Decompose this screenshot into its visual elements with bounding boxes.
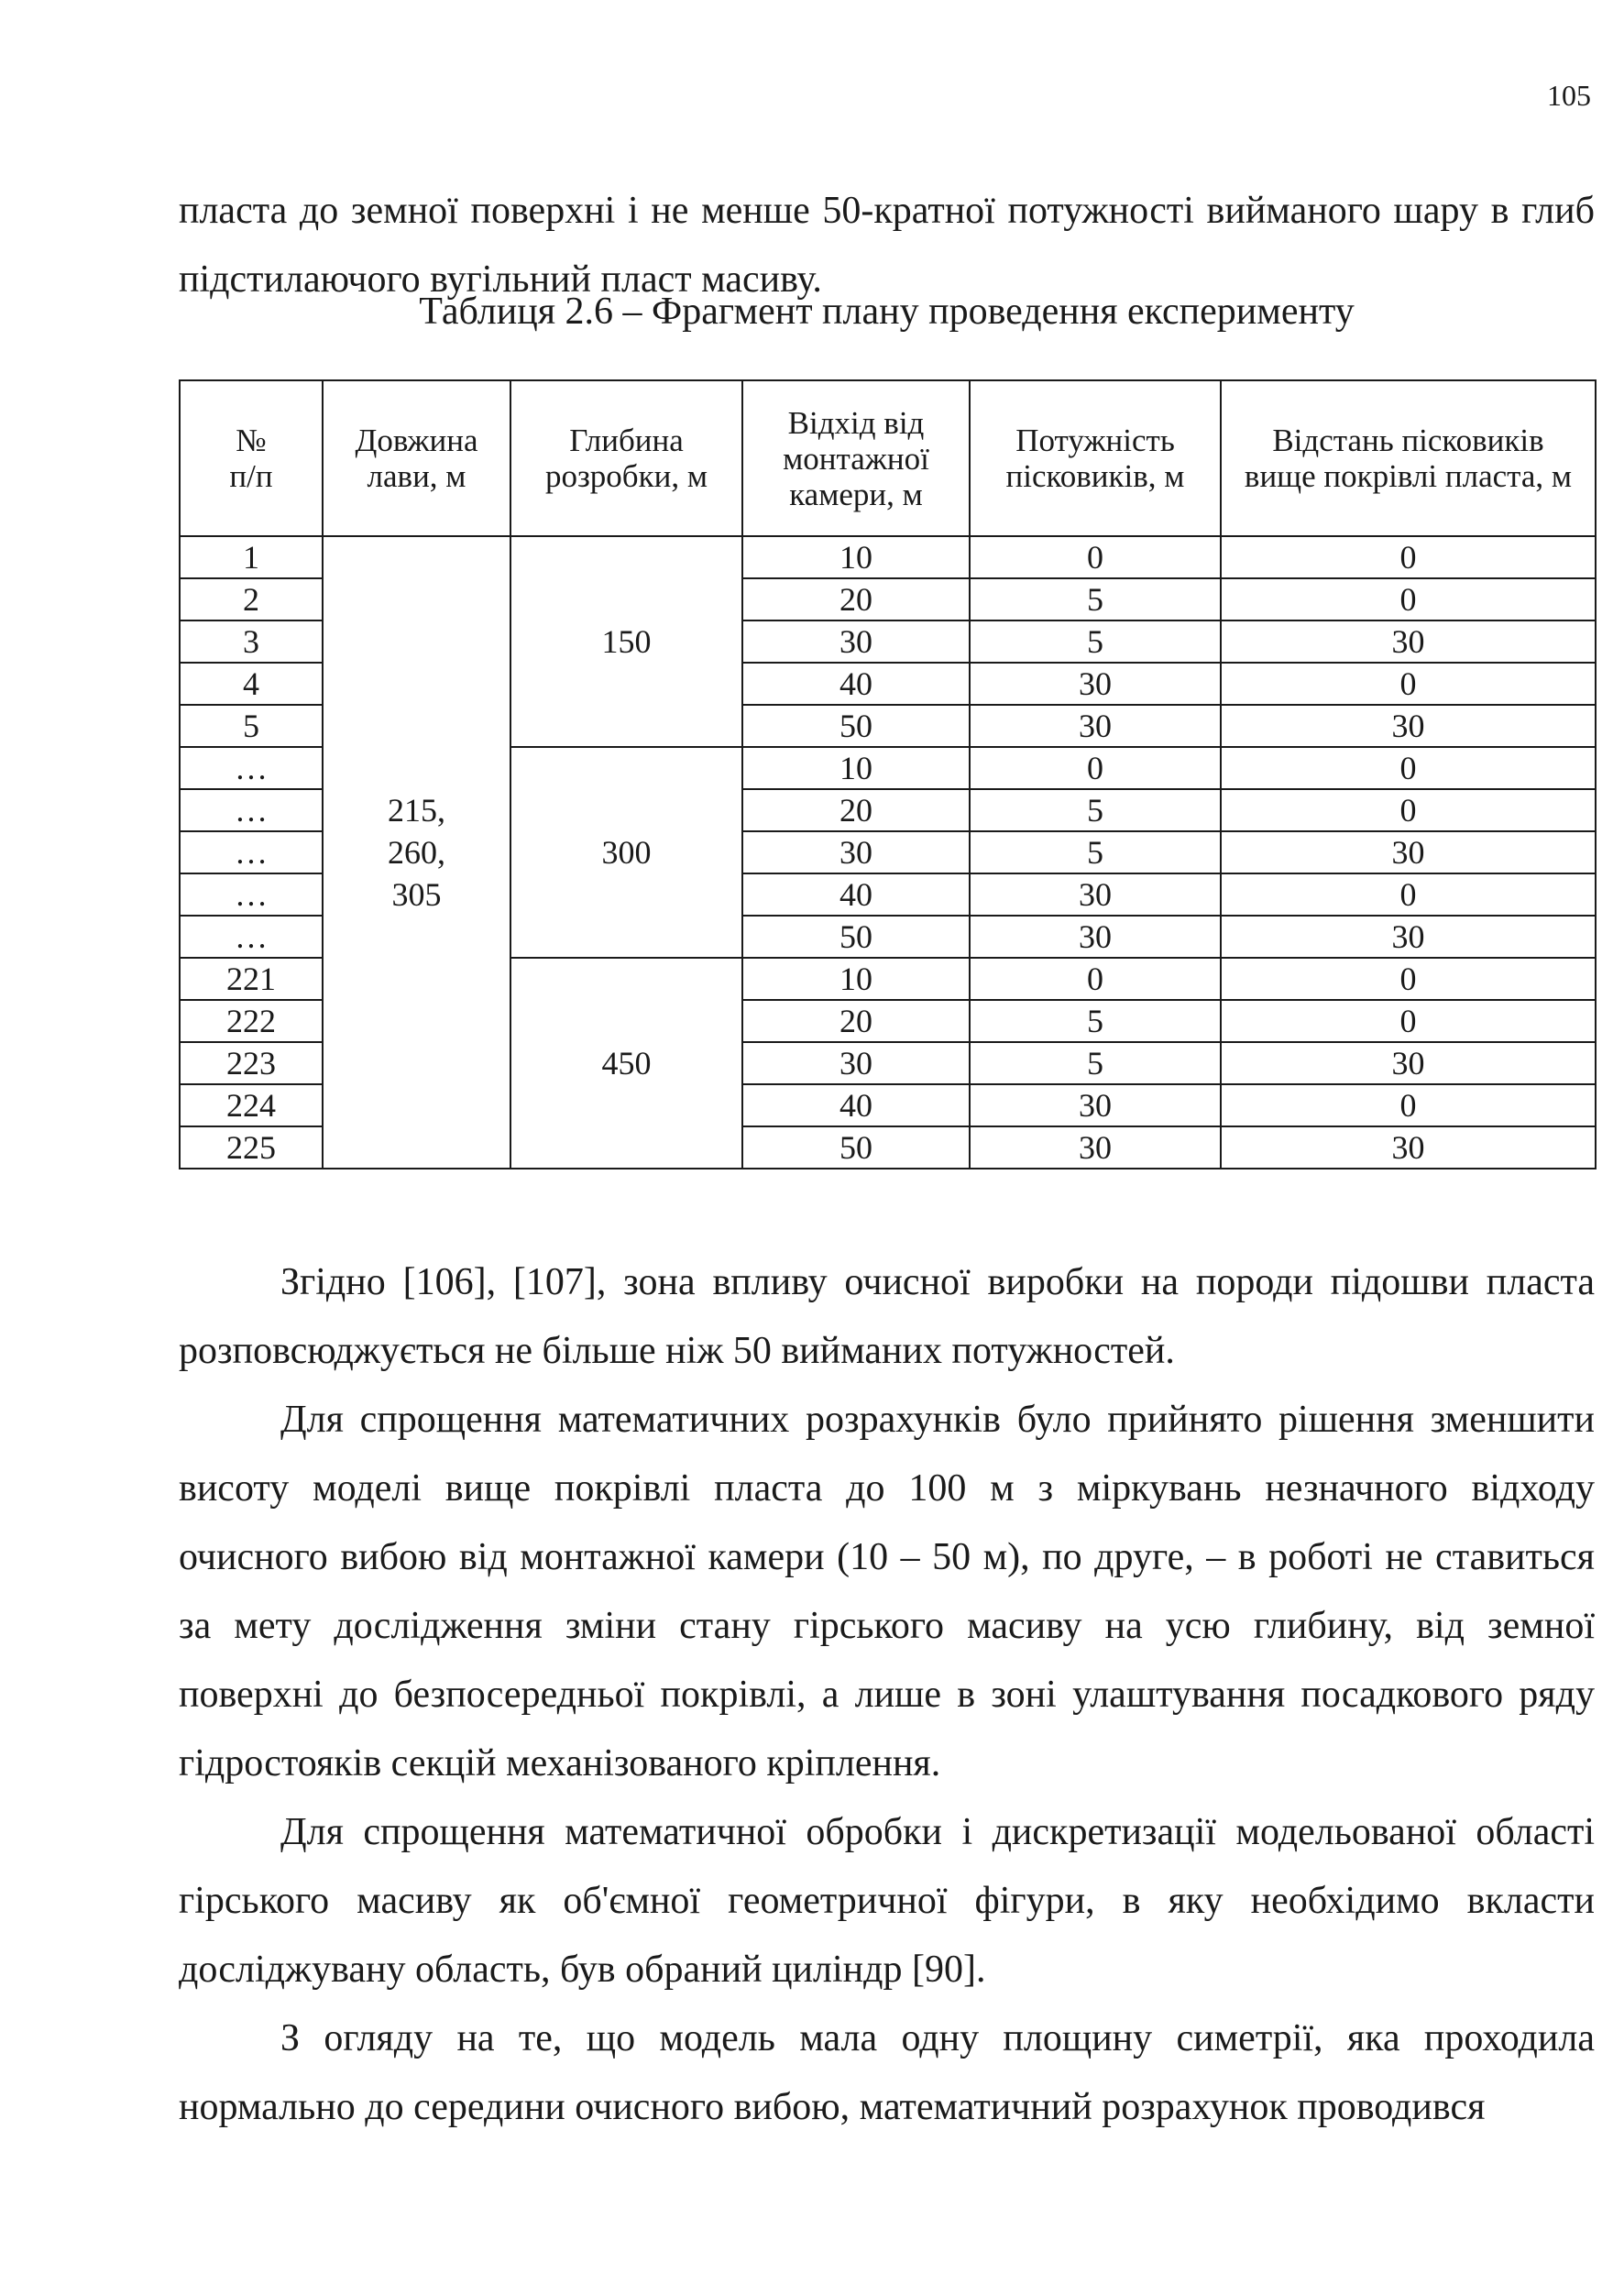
- cell-number: …: [180, 789, 323, 831]
- cell-distance: 0: [1221, 1084, 1596, 1126]
- cell-number: 4: [180, 663, 323, 705]
- cell-thickness: 5: [970, 620, 1221, 663]
- cell-face-length: 215, 260, 305: [323, 536, 510, 1169]
- header-face-length: Довжина лави, м: [323, 380, 510, 536]
- cell-number: …: [180, 873, 323, 916]
- cell-distance: 30: [1221, 1126, 1596, 1169]
- table-row: [180, 536, 1596, 578]
- header-offset-from-chamber: Відхід від монтажної камери, м: [742, 380, 970, 536]
- cell-offset: 30: [742, 831, 970, 873]
- cell-offset: 40: [742, 873, 970, 916]
- cell-distance: 0: [1221, 747, 1596, 789]
- cell-distance: 30: [1221, 831, 1596, 873]
- cell-number: 222: [180, 1000, 323, 1042]
- cell-distance: 0: [1221, 958, 1596, 1000]
- cell-thickness: 5: [970, 578, 1221, 620]
- cell-thickness: 5: [970, 831, 1221, 873]
- cell-offset: 50: [742, 1126, 970, 1169]
- cell-offset: 30: [742, 1042, 970, 1084]
- cell-offset: 50: [742, 705, 970, 747]
- cell-distance: 0: [1221, 536, 1596, 578]
- cell-distance: 30: [1221, 916, 1596, 958]
- header-sandstone-thickness: Потужність пісковиків, м: [970, 380, 1221, 536]
- cell-distance: 30: [1221, 620, 1596, 663]
- cell-number: 223: [180, 1042, 323, 1084]
- table-header-row: [180, 380, 1596, 536]
- header-mining-depth: Глибина розробки, м: [510, 380, 742, 536]
- cell-thickness: 0: [970, 536, 1221, 578]
- page-number: 105: [1547, 79, 1591, 112]
- table-caption: Таблиця 2.6 – Фрагмент плану проведення експерименту: [419, 291, 1355, 333]
- cell-offset: 10: [742, 536, 970, 578]
- cell-thickness: 0: [970, 747, 1221, 789]
- cell-distance: 0: [1221, 663, 1596, 705]
- cell-distance: 0: [1221, 578, 1596, 620]
- paragraph-4: Для спрощення математичної обробки і дискретизації модельованої області гірського масиву як об'ємної геометричної фігури, в яку необхідимо вкласти досліджувану область, був обраний циліндр [90].: [179, 1811, 1595, 1991]
- paragraph-2: Згідно [106], [107], зона впливу очисної виробки на породи підошви пласта розповсюджується не більше ніж 50 вийманих потужностей.: [179, 1261, 1595, 1372]
- cell-offset: 40: [742, 1084, 970, 1126]
- cell-number: 224: [180, 1084, 323, 1126]
- cell-thickness: 30: [970, 705, 1221, 747]
- cell-offset: 10: [742, 958, 970, 1000]
- cell-thickness: 30: [970, 1126, 1221, 1169]
- cell-distance: 30: [1221, 1042, 1596, 1084]
- cell-number: 2: [180, 578, 323, 620]
- cell-distance: 30: [1221, 705, 1596, 747]
- cell-number: …: [180, 831, 323, 873]
- cell-offset: 20: [742, 789, 970, 831]
- cell-thickness: 5: [970, 789, 1221, 831]
- paragraph-3: Для спрощення математичних розрахунків було прийнято рішення зменшити висоту моделі вище покрівлі пласта до 100 м з міркувань незначного відходу очисного вибою від монтажної камери (10 – 50 м), по друге, – в роботі не ставиться за мету дослідження зміни стану гірського масиву на усю глибину, від земної поверхні до безпосередньої покрівлі, а лише в зоні улаштування посадкового ряду гідростояків секцій механізованого кріплення.: [179, 1399, 1595, 1784]
- cell-thickness: 0: [970, 958, 1221, 1000]
- cell-number: 225: [180, 1126, 323, 1169]
- cell-number: 1: [180, 536, 323, 578]
- cell-thickness: 30: [970, 873, 1221, 916]
- cell-thickness: 5: [970, 1000, 1221, 1042]
- cell-number: …: [180, 916, 323, 958]
- cell-distance: 0: [1221, 789, 1596, 831]
- header-sandstone-distance: Відстань пісковиків вище покрівлі пласта, м: [1221, 380, 1596, 536]
- cell-depth: 300: [510, 747, 742, 958]
- paragraph-1: пласта до земної поверхні і не менше 50-кратної потужності вийманого шару в глиб підстилаючого вугільний пласт масиву.: [179, 190, 1595, 301]
- cell-offset: 10: [742, 747, 970, 789]
- cell-depth: 450: [510, 958, 742, 1169]
- cell-thickness: 30: [970, 663, 1221, 705]
- cell-offset: 40: [742, 663, 970, 705]
- cell-offset: 20: [742, 578, 970, 620]
- cell-thickness: 30: [970, 916, 1221, 958]
- cell-number: 3: [180, 620, 323, 663]
- paragraph-5: З огляду на те, що модель мала одну площину симетрії, яка проходила нормально до середини очисного вибою, математичний розрахунок проводився: [179, 2017, 1595, 2128]
- cell-distance: 0: [1221, 873, 1596, 916]
- header-number: № п/п: [180, 380, 323, 536]
- experiment-plan-table: [179, 379, 1597, 1169]
- cell-offset: 30: [742, 620, 970, 663]
- cell-thickness: 5: [970, 1042, 1221, 1084]
- cell-depth: 150: [510, 536, 742, 747]
- cell-distance: 0: [1221, 1000, 1596, 1042]
- cell-number: 5: [180, 705, 323, 747]
- cell-offset: 20: [742, 1000, 970, 1042]
- cell-thickness: 30: [970, 1084, 1221, 1126]
- cell-number: …: [180, 747, 323, 789]
- cell-number: 221: [180, 958, 323, 1000]
- cell-offset: 50: [742, 916, 970, 958]
